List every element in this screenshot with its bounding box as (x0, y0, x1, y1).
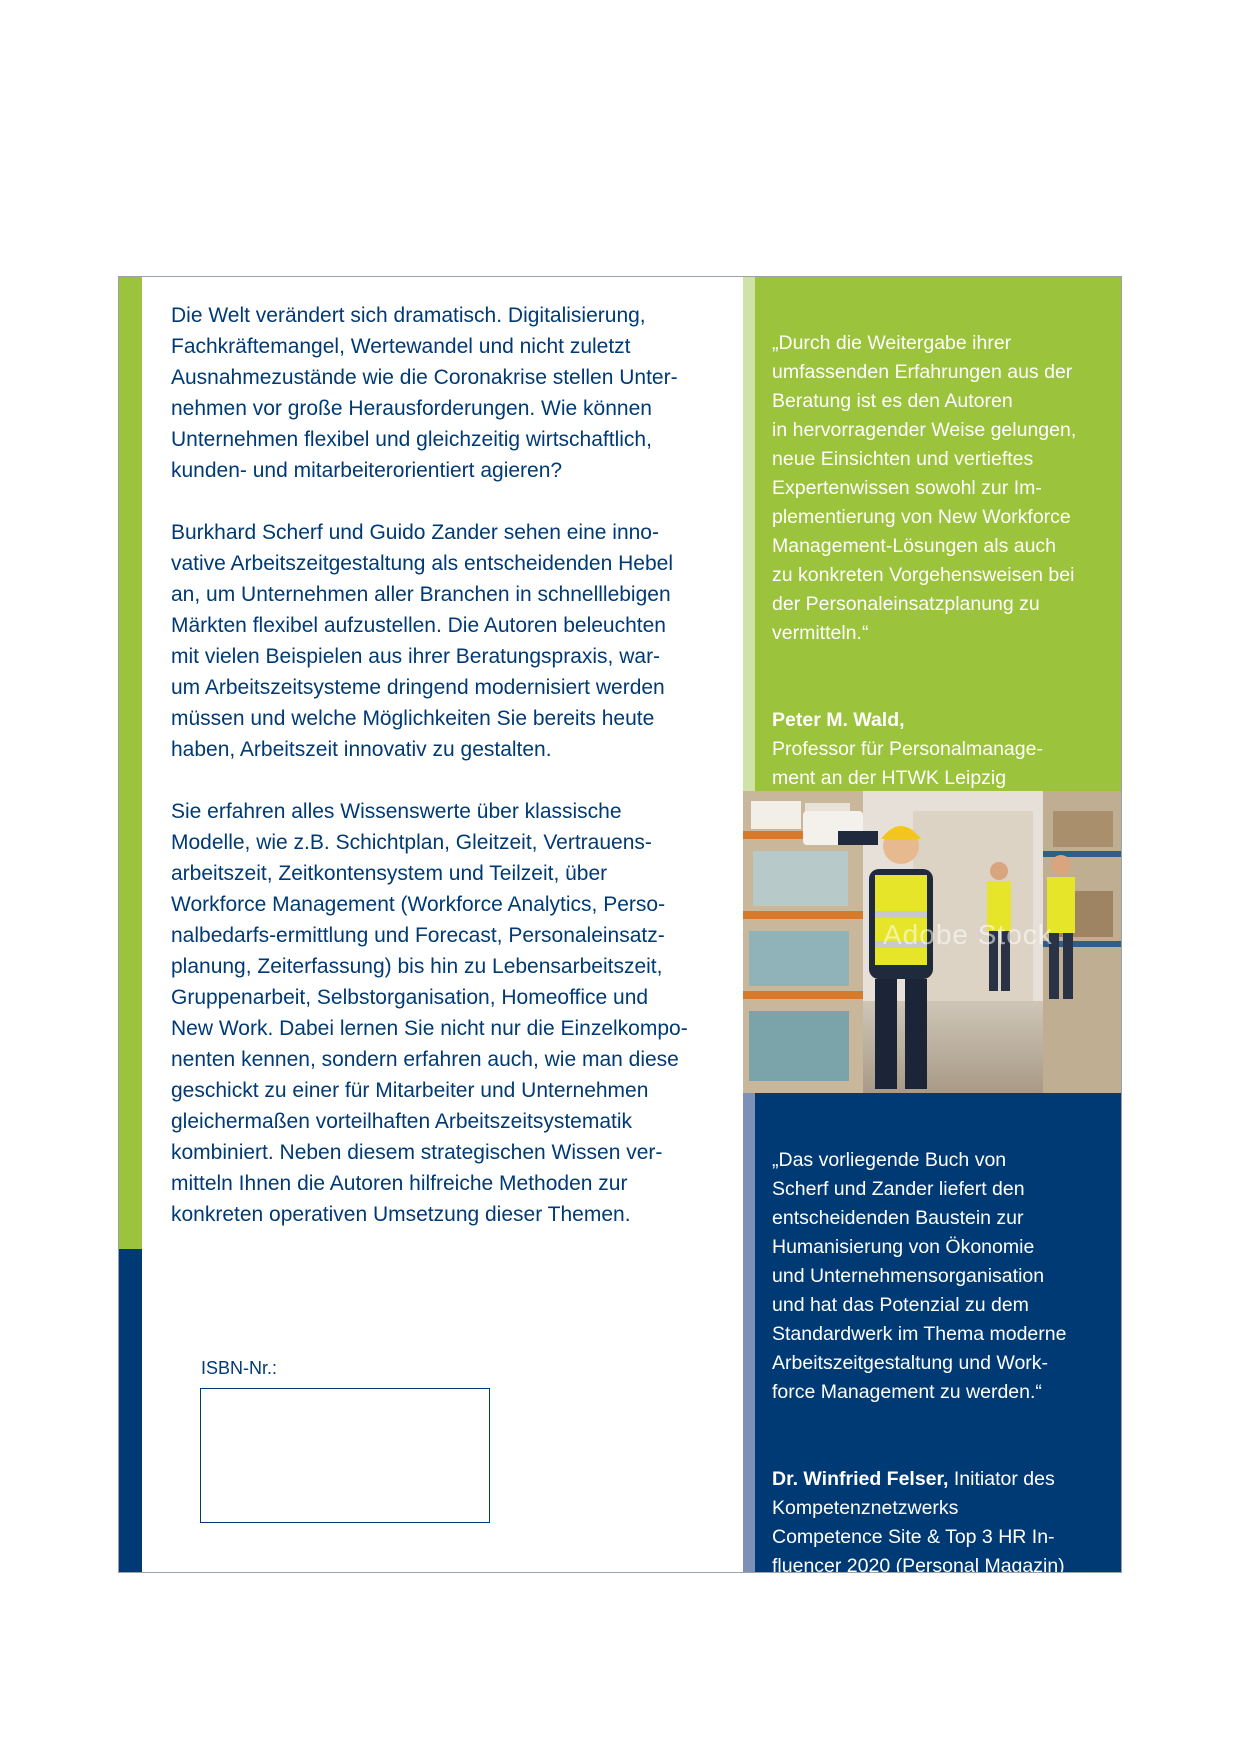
blurb-paragraph-2: Burkhard Scherf und Guido Zander sehen eine inno- vative Arbeitszeitgestaltung als entscheidenden Hebel an, um Unternehmen aller Branchen in schnelllebigen Märkten flexibel aufzustellen. Die Autoren beleuchten mit vielen Beispielen aus ihrer Beratungspraxis, war- um Arbeitszeitsysteme dringend modernisiert werden müssen und welche Möglichkeiten Sie bereits heute haben, Arbeitszeit innovativ zu gestalten. (171, 521, 673, 761)
testimonial-1-text: „Durch die Weitergabe ihrer umfassenden Erfahrungen aus der Beratung ist es den Autoren in hervorragender Weise gelungen, neue Einsichten und vertieftes Expertenwissen sowohl zur Im- plementierung von New Workforce Management-Lösungen als auch zu konkreten Vorgehensweisen bei der Personaleinsatzplanung zu vermitteln.“ (772, 332, 1077, 644)
testimonial-2-author-name: Dr. Winfried Felser, (772, 1468, 949, 1490)
testimonial-2-text: „Das vorliegende Buch von Scherf und Zander liefert den entscheidenden Baustein zur Humanisierung von Ökonomie und Unternehmensorganisation und hat das Potenzial zu dem Standardwerk im Thema moderne Arbeitszeitgestaltung und Work- force Management zu werden.“ (772, 1149, 1067, 1403)
testimonial-1-author-role: Professor für Personalmanage- ment an der HTWK Leipzig (772, 738, 1043, 789)
book-back-cover (118, 276, 1122, 1577)
blurb-paragraph-1: Die Welt verändert sich dramatisch. Digitalisierung, Fachkräftemangel, Wertewandel und nicht zuletzt Ausnahmezustände wie die Coronakrise stellen Unter- nehmen vor große Herausforderungen. Wie können Unternehmen flexibel und gleichzeitig wirtschaftlich, kunden- und mitarbeiterorientiert agieren? (171, 304, 678, 482)
isbn-label: ISBN-Nr.: (201, 1358, 278, 1378)
cover-frame (118, 276, 1122, 1573)
stock-watermark: Adobe Stock (883, 919, 1053, 950)
testimonial-2-author-role: Initiator des Kompetenznetzwerks Competence Site & Top 3 HR In- fluencer 2020 (Personal Magazin) (772, 1468, 1065, 1577)
blurb-paragraph-3: Sie erfahren alles Wissenswerte über klassische Modelle, wie z.B. Schichtplan, Gleitzeit, Vertrauens- arbeitszeit, Zeitkontensystem und Teilzeit, über Workforce Management (Workforce Analytics, Perso- nalbedarfs-ermittlung und Forecast, Personaleinsatz- planung, Zeiterfassung) bis hin zu Lebensarbeitszeit, Gruppenarbeit, Selbstorganisation, Homeoffice und New Work. Dabei lernen Sie nicht nur die Einzelkompo- nenten kennen, sondern erfahren auch, wie man diese geschickt zu einer für Mitarbeiter und Unternehmen gleichermaßen vorteilhaften Arbeitszeitsystematik kombiniert. Neben diesem strategischen Wissen ver- mitteln Ihnen die Autoren hilfreiche Methoden zur konkreten operativen Umsetzung dieser Themen. (171, 800, 688, 1226)
testimonial-1-author-name: Peter M. Wald, (772, 709, 905, 731)
